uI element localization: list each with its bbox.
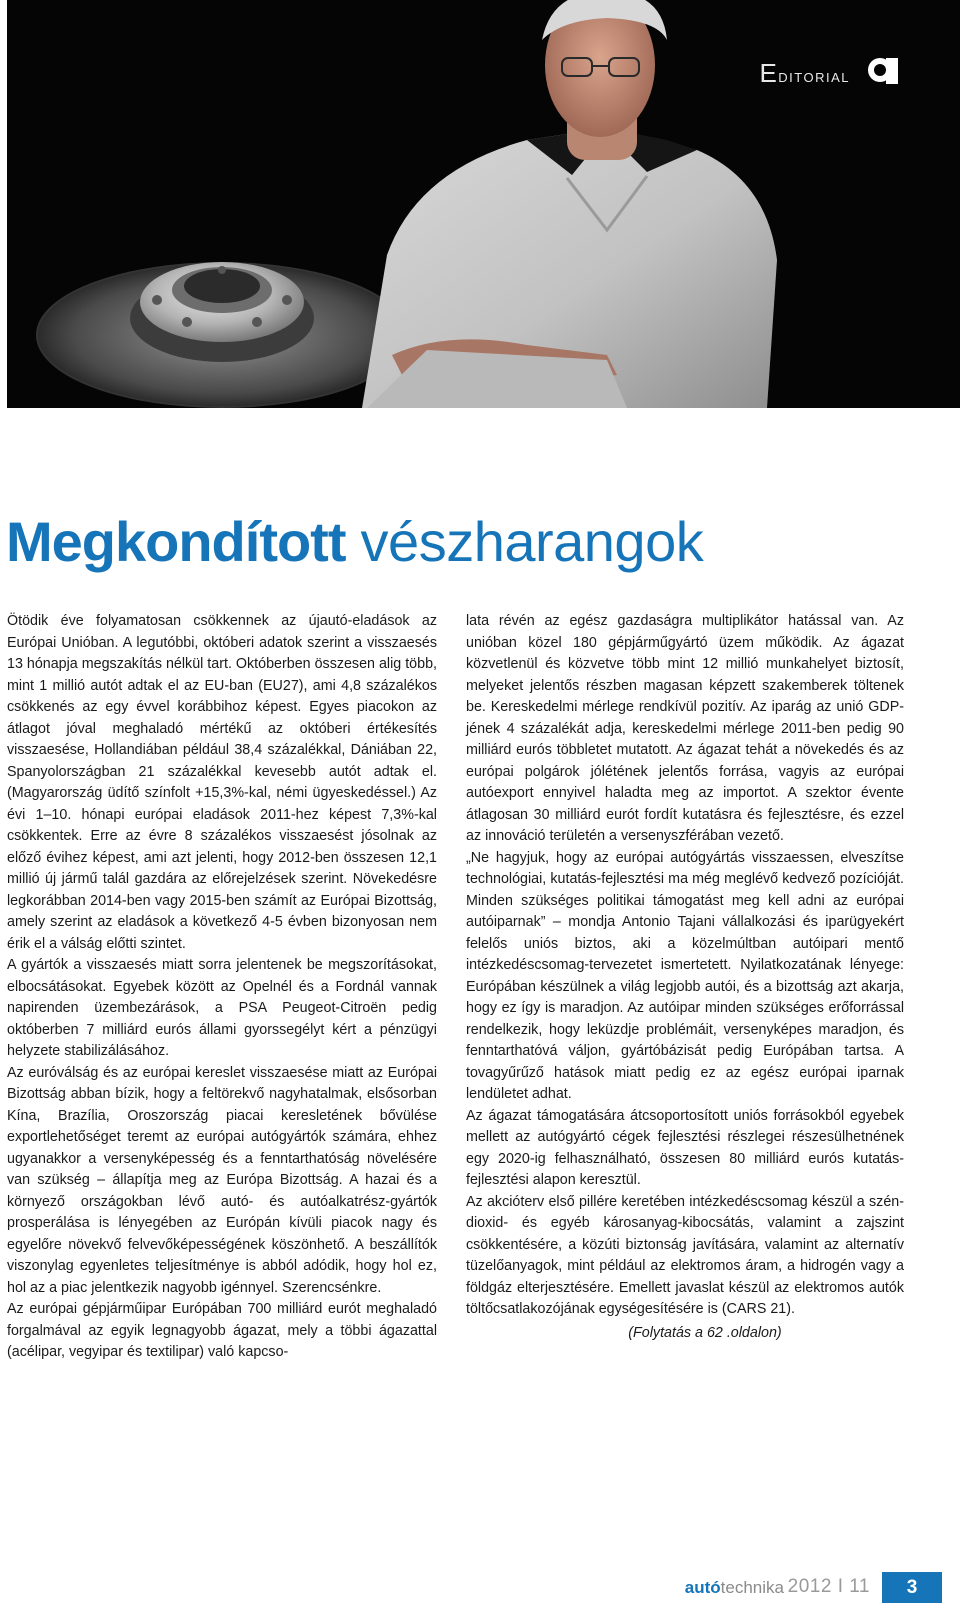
page-number: 3 xyxy=(882,1572,942,1603)
magazine-name-bold: autó xyxy=(684,1578,721,1597)
article-title xyxy=(6,508,703,576)
paragraph: lata révén az egész gazdaságra multiplikátor hatással van. Az unióban közel 180 gépjárműgyártó üzem működik. Az ágazat közvetlenül és közvetve több mint 12 millió munkahelyet biztosít, melyeket jelentős részben magasan képzett szakemberek töltenek be. Kereskedelmi mérlege rendkívül pozitív. Az iparág az unió GDP-jének 4 százalékát adja, kereskedelmi mérlege 2011-ben pedig 90 milliárd eurós többletet mutatott. Az ágazat tehát a növekedés és az európai polgárok jólétének jelentős forrása, vagyis az európai autóexport ennyivel haladta meg az importot. A szektor évente átlagosan 30 milliárd eurót fordít kutatásra és fejlesztésre, és ezzel az innováció területén a versenyszférában vezető. xyxy=(466,613,904,844)
paragraph: A gyártók a visszaesés miatt sorra jelentenek be megszorításokat, elbocsátásokat. Egyebek között az Opelnél és a Fordnál vannak napirenden üzembezárások, a PSA Peugeot-Citroën pedig októberben 7 milliárd eurós állami gyorssegélyt kért a pénzügyi helyzete stabilizálásához. xyxy=(7,957,437,1059)
paragraph: Az európai gépjárműipar Európában 700 milliárd eurót meghaladó forgalmával az egyik legnagyobb ágazat, mely a többi ágazattal (acélipar, vegyipar és textilipar) való kapcso- xyxy=(7,1301,437,1360)
article-column-left xyxy=(7,611,437,1364)
page-footer xyxy=(0,1572,960,1603)
paragraph: „Ne hagyjuk, hogy az európai autógyártás visszaessen, elveszítse technológiai, kutatás-fejlesztési ma még meglévő kedvező pozícióját. Minden szükséges politikai támogatást meg kell adni az európai autóiparnak” – mondja Antonio Tajani vállalkozási és iparügyekért felelős uniós biztos, aki a közelmúltban autóipari mentő intézkedéscsomag-tervezetet ismertetett. Nyilatkozatának lényege: Európában készülnek a világ legjobb autói, és a bizottság azt akarja, hogy ez így is maradjon. Az autóipar minden szükséges erőforrással rendelkezik, hogy leküzdje problémáit, versenyképes maradjon, és fenntarthatóvá váljon, gyártóbázisát pedig Európában tartsa. A tovagyűrűző hatások miatt pedig ez az egész európai iparnak lendületet adhat. xyxy=(466,849,904,1102)
section-label: Editorial xyxy=(759,58,850,88)
person-portrait xyxy=(362,0,777,408)
title-strong: Megkondított xyxy=(6,510,346,573)
brand-logo-icon xyxy=(866,52,898,86)
magazine-name xyxy=(685,1578,784,1598)
magazine-name-light: technika xyxy=(720,1578,784,1597)
article-column-right xyxy=(466,611,904,1344)
paragraph: Ötödik éve folyamatosan csökkennek az újautó-eladások az Európai Unióban. A legutóbbi, októberi adatok szerint a visszaesés 13 hónapja megszakítás nélkül tart. Októberben összesen alig több, mint 1 millió autót adtak el az EU-ban (EU27), ami 4,8 százalékos csökkenés az egy évvel korábbihoz képest. Egyes piacokon az átlagot jóval meghaladó mértékű az októberi értékesítés visszaesése, Hollandiában például 38,4 százalékkal, Dániában 22, Spanyolországban 21 százalékkal kevesebb autót adtak el. (Magyarország üdítő színfolt +15,3%-kal, némi ügyeskedéssel.) Az évi 1–10. hónapi európai eladások 2011-hez képest 7,3%-kal csökkentek. Erre az évre 8 százalékos visszaesést jósolnak az előző évihez képest, ami azt jelenti, hogy 2012-ben összesen 12,1 millió új jármű talál gazdára az előrejelzések szerint. Növekedésre legkorábban 2014-ben vagy 2015-ben számít az Európai Bizottság, amely szerint az eladások a következő 4-5 évben bizonyosan nem érik el a válság előtti szintet. xyxy=(7,613,437,952)
paragraph: Az akcióterv első pillére keretében intézkedéscsomag készül a szén-dioxid- és egyéb károsanyag-kibocsátás, valamint a zajszint csökkentésére, a közúti biztonság javítására, valamint az alternatív tüzelőanyagok, mint például az elektromos áram, a hidrogén vagy a földgáz elterjesztésére. Emellett javaslat készül az elektromos autók töltőcsatlakozójának egységesítésére is (CARS 21). xyxy=(466,1193,904,1317)
continuation-note: (Folytatás a 62 .oldalon) xyxy=(628,1324,782,1341)
issue-number: 2012 I 11 xyxy=(787,1576,870,1597)
title-light: vészharangok xyxy=(360,510,704,573)
hero-photo xyxy=(7,0,960,408)
paragraph: Az ágazat támogatására átcsoportosított uniós forrásokból egyebek mellett az autógyártó cégek fejlesztési részlegei részesülhetnének egy 2020-ig felhasználható, összesen 80 milliárd eurós kutatás-fejlesztési alapon keresztül. xyxy=(466,1107,904,1188)
brake-disc-image xyxy=(37,262,407,407)
paragraph: Az euróválság és az európai kereslet visszaesése miatt az Európai Bizottság abban bízik, hogy a feltörekvő nagyhatalmak, elsősorban Kína, Brazília, Oroszország piacai keresletének bővülése exportlehetőséget teremt az európai autógyártók számára, ehhez ugyanakkor a versenyképesség és a fenntarthatóság növelésére van szükség – állapítja meg az Európa Bizottság. A hazai és a környező országokban lévő autó- és autóalkatrész-gyártók prosperálása is lényegében az Európán kívüli piacok nagy és egyelőre növekvő felvevőképességének köszönhető. A beszállítók viszonylag egyenletes teljesítménye is abból adódik, hogy hol ez, hol az a piac jelentkezik nagyobb igénnyel. Szerencsénkre. xyxy=(7,1064,437,1296)
